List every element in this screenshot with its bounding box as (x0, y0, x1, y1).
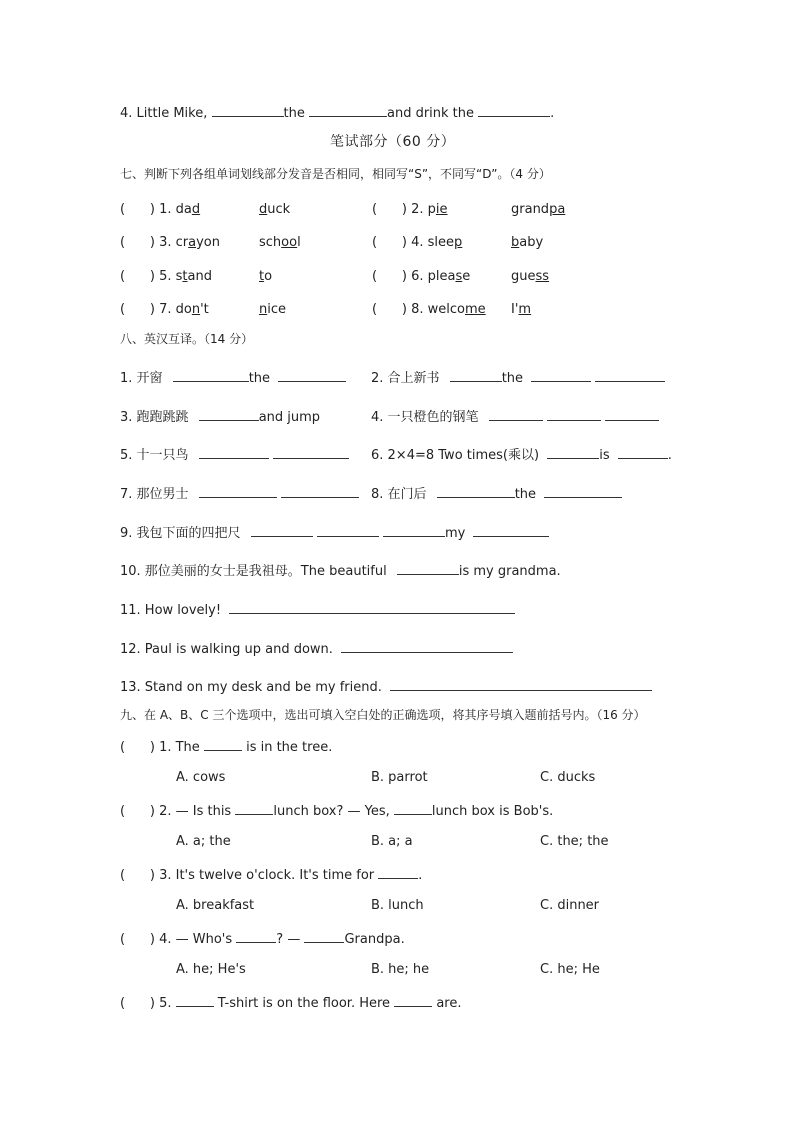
underlined-part: n (191, 302, 201, 317)
answer-blank[interactable] (437, 485, 515, 498)
q-text: Grandpa. (344, 932, 405, 947)
item-number: 6. (411, 269, 424, 284)
word-1 (176, 269, 212, 284)
underlined-part: a (188, 235, 197, 250)
translation-q9 (120, 524, 549, 542)
answer-paren[interactable]: ( ) (372, 302, 407, 317)
word-part: slee (427, 235, 455, 250)
answer-paren[interactable]: ( ) (372, 269, 407, 284)
answer-blank[interactable] (378, 866, 418, 879)
word-1 (176, 235, 220, 250)
item-number: 8. (411, 302, 424, 317)
word-1 (428, 235, 463, 250)
q-text: lunch box? — Yes, (273, 804, 390, 819)
q-text: 6. 2×4=8 Two times(乘以) (371, 448, 540, 463)
mc-q4-option-b[interactable]: B. he; he (371, 962, 430, 977)
word-part: sch (259, 235, 282, 250)
word-2 (259, 302, 286, 318)
word-part: 't (200, 302, 209, 317)
answer-blank[interactable] (199, 446, 269, 459)
answer-blank[interactable] (309, 104, 387, 117)
item-number: 5. (159, 269, 172, 284)
word-1 (176, 202, 200, 217)
sound-item (120, 269, 212, 285)
q-text: 13. Stand on my desk and be my friend. (120, 680, 382, 695)
word-part: e (462, 269, 471, 284)
item-number: 7. (159, 302, 172, 317)
q-text: 2. — Is this (159, 804, 232, 819)
item-number: 4. (411, 235, 424, 250)
translation-q3 (120, 408, 320, 426)
word-part: do (175, 302, 192, 317)
q4-top-text-a: 4. Little Mike, (120, 106, 208, 121)
word-1 (428, 202, 448, 217)
mc-q3-option-c[interactable]: C. dinner (540, 898, 600, 913)
answer-blank[interactable] (478, 104, 550, 117)
q-text: 12. Paul is walking up and down. (120, 642, 333, 657)
q-text: the (248, 371, 271, 386)
q-text: my (444, 526, 466, 541)
answer-blank[interactable] (397, 562, 459, 575)
word-part: and (187, 269, 212, 284)
q-text: 3. It's twelve o'clock. It's time for (159, 868, 375, 883)
answer-paren[interactable]: ( ) (120, 269, 155, 284)
sound-item (372, 235, 462, 251)
answer-paren[interactable]: ( ) (120, 235, 155, 250)
q-text: 2. 合上新书 (371, 371, 440, 386)
word-part: da (175, 202, 192, 217)
q-text: is (599, 448, 610, 463)
word-2 (511, 202, 565, 218)
item-number: 3. (159, 235, 172, 250)
q-text: 5. 十一只鸟 (120, 448, 189, 463)
answer-blank[interactable] (394, 802, 432, 815)
answer-paren[interactable]: ( ) (372, 202, 407, 217)
mc-q1 (120, 738, 332, 756)
word-part: plea (427, 269, 456, 284)
answer-blank[interactable] (199, 485, 277, 498)
answer-blank[interactable] (547, 408, 601, 421)
underlined-part: t (259, 269, 265, 284)
word-part: l (297, 235, 301, 250)
answer-blank[interactable] (212, 104, 284, 117)
word-2 (511, 302, 531, 318)
section-7-heading: 七、判断下列各组单词划线部分发音是否相同，相同写“S”，不同写“D”。（4 分） (120, 167, 551, 181)
translation-q11 (120, 601, 515, 619)
q-text: 10. 那位美丽的女士是我祖母。The beautiful (120, 564, 387, 579)
translation-q10 (120, 562, 561, 580)
answer-blank[interactable] (236, 930, 276, 943)
underlined-part: d (191, 202, 201, 217)
q-text: 1. The (159, 740, 200, 755)
word-part: welco (427, 302, 465, 317)
sound-item (372, 202, 448, 218)
page-title: 笔试部分（60 分） (330, 134, 456, 150)
translation-q12 (120, 640, 513, 658)
q-text: and jump (258, 410, 321, 425)
q-text: . (667, 448, 672, 463)
q4-top-text-d: . (550, 106, 555, 121)
answer-paren[interactable]: ( ) (120, 868, 155, 883)
answer-blank[interactable] (235, 802, 273, 815)
answer-blank[interactable] (531, 369, 591, 382)
mc-q4 (120, 930, 405, 948)
q-text: 5. (159, 996, 172, 1011)
underlined-part: pa (549, 202, 566, 217)
item-number: 1. (159, 202, 172, 217)
item-number: 2. (411, 202, 424, 217)
q-text: is in the tree. (246, 740, 333, 755)
answer-blank[interactable] (618, 446, 668, 459)
mc-q1-option-c[interactable]: C. ducks (540, 770, 596, 785)
word-part: ice (267, 302, 287, 317)
answer-blank[interactable] (473, 524, 549, 537)
answer-blank[interactable] (281, 485, 359, 498)
q4-top-text-b: the (283, 106, 305, 121)
mc-q2-option-c[interactable]: C. the; the (540, 834, 609, 849)
underlined-part: oo (281, 235, 298, 250)
answer-paren[interactable]: ( ) (120, 302, 155, 317)
answer-blank[interactable] (450, 369, 502, 382)
answer-blank[interactable] (229, 601, 515, 614)
mc-q1-option-b[interactable]: B. parrot (371, 770, 428, 785)
answer-blank[interactable] (383, 524, 445, 537)
q-text: 8. 在门后 (371, 487, 427, 502)
answer-blank[interactable] (304, 930, 344, 943)
answer-blank[interactable] (317, 524, 379, 537)
answer-blank[interactable] (595, 369, 665, 382)
mc-q3-option-a[interactable]: A. breakfast (176, 898, 255, 913)
sound-item (120, 202, 200, 218)
q4-top-line (120, 104, 554, 122)
q-text: 7. 那位男士 (120, 487, 189, 502)
answer-paren[interactable]: ( ) (120, 932, 155, 947)
word-part: o (264, 269, 273, 284)
answer-blank[interactable] (547, 446, 599, 459)
word-part: cr (175, 235, 189, 250)
translation-q13 (120, 678, 652, 696)
sound-item (372, 269, 470, 285)
word-part: p (427, 202, 436, 217)
q-text: 4. 一只橙色的钢笔 (371, 410, 479, 425)
word-2 (259, 235, 301, 251)
q-text: 11. How lovely! (120, 603, 222, 618)
section-8-heading: 八、英汉互译。（14 分） (120, 332, 254, 346)
underlined-part: t (182, 269, 188, 284)
translation-q8 (371, 485, 622, 503)
answer-blank[interactable] (199, 408, 259, 421)
answer-blank[interactable] (489, 408, 543, 421)
q-text: T-shirt is on the floor. Here (217, 996, 391, 1011)
word-part: s (175, 269, 183, 284)
word-part: grand (511, 202, 550, 217)
mc-q3 (120, 866, 422, 884)
translation-q4 (371, 408, 659, 426)
underlined-part: me (464, 302, 486, 317)
underlined-part: p (454, 235, 463, 250)
q-text: lunch box is Bob's. (431, 804, 554, 819)
mc-q3-option-b[interactable]: B. lunch (371, 898, 424, 913)
answer-blank[interactable] (278, 369, 346, 382)
underlined-part: ie (435, 202, 448, 217)
word-1 (428, 269, 471, 284)
underlined-part: s (455, 269, 463, 284)
word-1 (428, 302, 486, 317)
word-2 (511, 269, 549, 285)
word-part: I' (511, 302, 519, 317)
q-text: is my grandma. (458, 564, 561, 579)
translation-q6 (371, 446, 672, 464)
q-text: 9. 我包下面的四把尺 (120, 526, 241, 541)
underlined-part: d (259, 202, 268, 217)
translation-q7 (120, 485, 359, 503)
word-part: yon (196, 235, 220, 250)
answer-blank[interactable] (173, 369, 249, 382)
answer-blank[interactable] (544, 485, 622, 498)
q-text: the (514, 487, 537, 502)
mc-q2-option-a[interactable]: A. a; the (176, 834, 231, 849)
underlined-part: m (518, 302, 532, 317)
underlined-part: n (259, 302, 268, 317)
answer-blank[interactable] (394, 994, 432, 1007)
sound-item (120, 235, 220, 251)
mc-q5 (120, 994, 462, 1012)
answer-blank[interactable] (176, 994, 214, 1007)
mc-q4-option-a[interactable]: A. he; He's (176, 962, 246, 977)
answer-paren[interactable]: ( ) (120, 202, 155, 217)
sound-item (120, 302, 209, 318)
underlined-part: b (511, 235, 520, 250)
answer-paren[interactable]: ( ) (120, 804, 155, 819)
answer-blank[interactable] (341, 640, 513, 653)
word-part: gue (511, 269, 536, 284)
mc-q2 (120, 802, 553, 820)
word-part: uck (267, 202, 291, 217)
answer-blank[interactable] (204, 738, 242, 751)
q-text: 3. 跑跑跳跳 (120, 410, 189, 425)
sound-item (372, 302, 486, 318)
answer-blank[interactable] (251, 524, 313, 537)
answer-paren[interactable]: ( ) (120, 740, 155, 755)
section-9-heading: 九、在 A、B、C 三个选项中，选出可填入空白处的正确选项，将其序号填入题前括号内。（16 分） (120, 708, 646, 722)
q-text: the (501, 371, 524, 386)
word-2 (259, 269, 272, 285)
answer-paren[interactable]: ( ) (120, 996, 155, 1011)
q-text: 4. — Who's (159, 932, 233, 947)
underlined-part: ss (535, 269, 550, 284)
answer-blank[interactable] (605, 408, 659, 421)
translation-q5 (120, 446, 349, 464)
q4-top-text-c: and drink the (386, 106, 475, 121)
answer-blank[interactable] (390, 678, 652, 691)
mc-q1-option-a[interactable]: A. cows (176, 770, 226, 785)
q-text: . (418, 868, 423, 883)
q-text: 1. 开窗 (120, 371, 163, 386)
translation-q2 (371, 369, 665, 387)
answer-blank[interactable] (273, 446, 349, 459)
word-1 (176, 302, 209, 317)
mc-q4-option-c[interactable]: C. he; He (540, 962, 600, 977)
answer-paren[interactable]: ( ) (372, 235, 407, 250)
word-part: aby (519, 235, 544, 250)
word-2 (511, 235, 543, 251)
q-text: are. (436, 996, 462, 1011)
mc-q2-option-b[interactable]: B. a; a (371, 834, 413, 849)
q-text: ? — (276, 932, 301, 947)
translation-q1 (120, 369, 346, 387)
word-2 (259, 202, 290, 218)
